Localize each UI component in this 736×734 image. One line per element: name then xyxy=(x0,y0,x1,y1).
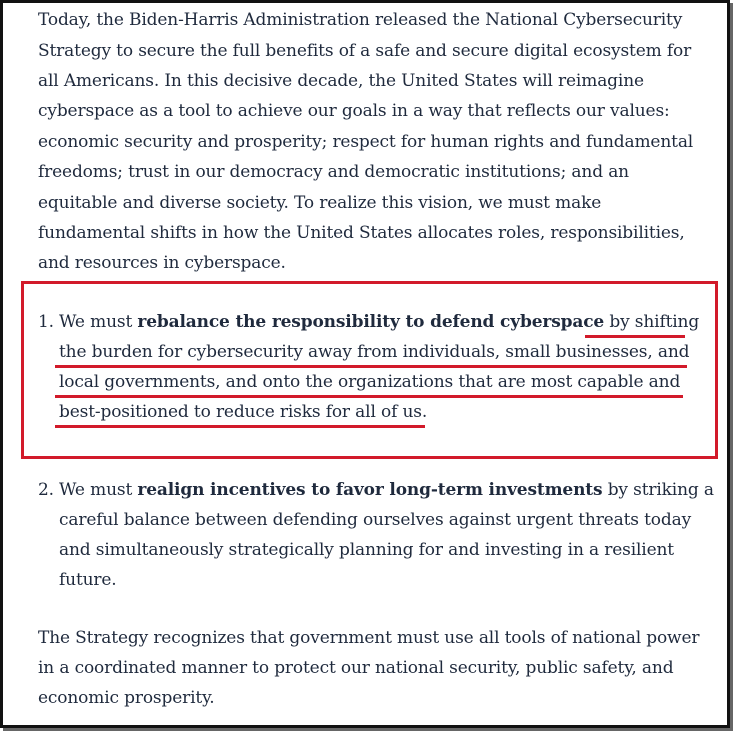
list-line: careful balance between defending ourselves against urgent threats today xyxy=(59,510,692,530)
intro-line: Today, the Biden-Harris Administration released the National Cybersecurity xyxy=(38,10,683,30)
list-line: and simultaneously strategically planning for and investing in a resilient xyxy=(59,540,674,560)
list-line: future. xyxy=(59,570,117,590)
list-number: 2. xyxy=(38,480,54,500)
intro-line: freedoms; trust in our democracy and democratic institutions; and an xyxy=(38,162,629,182)
underline-mark xyxy=(585,335,685,338)
intro-line: and resources in cyberspace. xyxy=(38,253,286,273)
list-prefix: We must xyxy=(59,312,138,332)
list-number: 1. xyxy=(38,312,54,332)
closing-line: The Strategy recognizes that government must use all tools of national power xyxy=(38,628,700,648)
list-line: local governments, and onto the organizations that are most capable and xyxy=(59,372,681,392)
highlight-box xyxy=(21,281,718,459)
closing-line: economic prosperity. xyxy=(38,688,215,708)
intro-line: fundamental shifts in how the United States allocates roles, responsibilities, xyxy=(38,223,685,243)
list-bold-text: rebalance the responsibility to defend cyberspace xyxy=(137,312,605,332)
intro-line: cyberspace as a tool to achieve our goals in a way that reflects our values: xyxy=(38,101,670,121)
list-prefix: We must xyxy=(59,480,138,500)
list-line-rest: by striking a xyxy=(602,480,714,500)
intro-line: equitable and diverse society. To realize this vision, we must make xyxy=(38,193,602,213)
list-bold-text: realign incentives to favor long-term investments xyxy=(137,480,603,500)
intro-line: Strategy to secure the full benefits of a safe and secure digital ecosystem for xyxy=(38,41,692,61)
closing-line: in a coordinated manner to protect our national security, public safety, and xyxy=(38,658,674,678)
list-line: the burden for cybersecurity away from individuals, small businesses, and xyxy=(59,342,690,362)
intro-line: economic security and prosperity; respect for human rights and fundamental xyxy=(38,132,694,152)
underline-mark xyxy=(55,425,425,428)
list-line: best-positioned to reduce risks for all of us. xyxy=(59,402,428,422)
list-line-rest: by shifting xyxy=(604,312,700,332)
intro-line: all Americans. In this decisive decade, the United States will reimagine xyxy=(38,71,644,91)
list-line xyxy=(59,312,699,332)
underline-mark xyxy=(55,365,687,368)
underline-mark xyxy=(55,395,683,398)
list-line xyxy=(59,480,714,500)
